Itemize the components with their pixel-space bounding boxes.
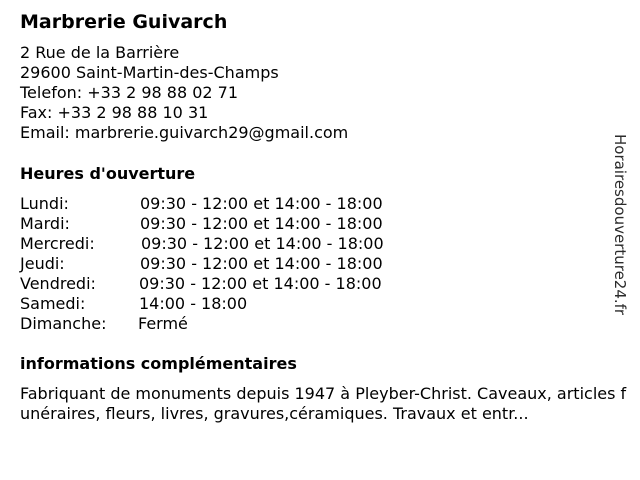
business-name: Marbrerie Guivarch: [20, 11, 228, 33]
business-description: Fabriquant de monuments depuis 1947 à Pleyber-Christ. Caveaux, articles funéraires, fleurs, livres, gravures,céramiques. Travaux et entr...: [20, 384, 627, 423]
watermark-text: Horairesdouverture24.fr: [611, 134, 629, 316]
address-city: 29600 Saint-Martin-des-Champs: [20, 63, 279, 82]
day-label: Lundi:: [20, 194, 69, 213]
day-label: Mardi:: [20, 214, 70, 233]
site-watermark: [604, 134, 634, 344]
time-value: 09:30 - 12:00 et 14:00 - 18:00: [141, 234, 384, 253]
address-street: 2 Rue de la Barrière: [20, 43, 180, 62]
day-label: Samedi:: [20, 294, 86, 313]
time-value: 14:00 - 18:00: [139, 294, 248, 313]
email-address[interactable]: Email: marbrerie.guivarch29@gmail.com: [20, 123, 349, 142]
additional-info-heading: informations complémentaires: [20, 354, 297, 373]
opening-hours-heading: Heures d'ouverture: [20, 164, 196, 183]
fax-number: Fax: +33 2 98 88 10 31: [20, 103, 209, 122]
time-value: 09:30 - 12:00 et 14:00 - 18:00: [139, 274, 382, 293]
day-label: Jeudi:: [20, 254, 65, 273]
time-value: 09:30 - 12:00 et 14:00 - 18:00: [140, 194, 383, 213]
day-label: Vendredi:: [20, 274, 96, 293]
day-label: Dimanche:: [20, 314, 107, 333]
day-label: Mercredi:: [20, 234, 95, 253]
contact-block: [20, 43, 348, 143]
phone-number[interactable]: Telefon: +33 2 98 88 02 71: [20, 83, 239, 102]
time-value: 09:30 - 12:00 et 14:00 - 18:00: [140, 254, 383, 273]
time-value: 09:30 - 12:00 et 14:00 - 18:00: [140, 214, 383, 233]
time-value: Fermé: [138, 314, 188, 333]
